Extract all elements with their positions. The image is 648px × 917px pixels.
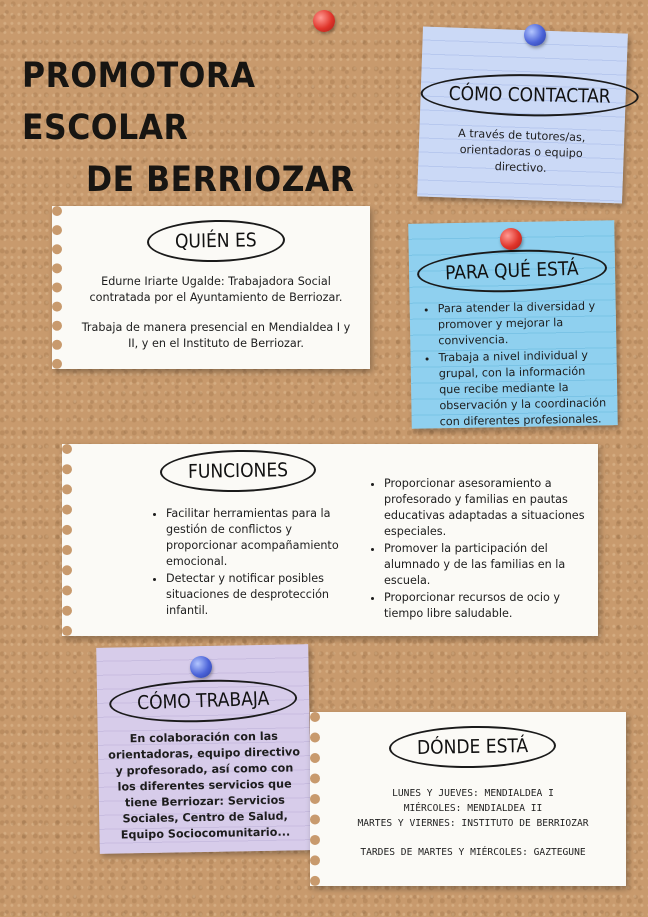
list-item: • Detectar y notificar posibles situaciones de desprotección infantil. xyxy=(166,571,366,619)
schedule-extra: TARDES DE MARTES Y MIÉRCOLES: GAZTEGUNE xyxy=(360,847,586,858)
title-line-1: PROMOTORA ESCOLAR xyxy=(22,56,256,148)
schedule-line: MIÉRCOLES: MENDIALDEA II xyxy=(403,803,543,814)
quien-es-text-1: Edurne Iriarte Ugalde: Trabajadora Social contratada por el Ayuntamiento de Berriozar. xyxy=(89,275,343,304)
quien-es-note xyxy=(52,206,370,369)
como-contactar-text: A través de tutores/as, orientadoras o equipo directivo. xyxy=(457,126,586,175)
funciones-list-right xyxy=(370,476,596,623)
para-que-note xyxy=(408,220,618,429)
funciones-list-left xyxy=(152,506,366,620)
list-item: • Proporcionar asesoramiento a profesorado y familias en pautas educativas adaptadas a situaciones especiales. xyxy=(384,476,596,540)
donde-esta-heading: DÓNDE ESTÁ xyxy=(389,725,557,770)
quien-es-heading: QUIÉN ES xyxy=(147,219,285,263)
para-que-list xyxy=(424,298,608,430)
list-item: • Promover la participación del alumnado y de las familias en la escuela. xyxy=(384,541,596,589)
donde-esta-note xyxy=(310,712,626,886)
list-item: • Proporcionar recursos de ocio y tiempo libre saludable. xyxy=(384,590,596,622)
para-que-heading: PARA QUÉ ESTÁ xyxy=(417,247,608,296)
schedule-line: LUNES Y JUEVES: MENDIALDEA I xyxy=(392,788,554,799)
funciones-heading: FUNCIONES xyxy=(160,449,317,494)
list-item: • Para atender la diversidad y promover y mejorar la convivencia. xyxy=(438,298,607,349)
pushpin-red-para-que xyxy=(500,228,522,250)
funciones-note xyxy=(62,444,598,636)
quien-es-text-2: Trabaja de manera presencial en Mendialdea I y II, y en el Instituto de Berriozar. xyxy=(81,321,351,350)
como-trabaja-text: En colaboración con las orientadoras, equipo directivo y profesorado, así como con los diferentes servicios que tiene Berriozar: Servicios Sociales, Centro de Salud, Equipo Sociocomunitario... xyxy=(108,729,301,842)
page-title xyxy=(22,50,402,206)
list-item: • Trabaja a nivel individual y grupal, con la información que recibe mediante la observación y la coordinación con diferentes profesionales. xyxy=(438,347,607,430)
pushpin-red-top xyxy=(313,10,335,32)
pushpin-blue-trabaja xyxy=(190,656,212,678)
schedule-line: MARTES Y VIERNES: INSTITUTO DE BERRIOZAR xyxy=(357,818,589,829)
pushpin-blue-contactar xyxy=(524,24,546,46)
title-line-2: DE BERRIOZAR xyxy=(86,160,355,200)
como-contactar-heading: CÓMO CONTACTAR xyxy=(420,72,639,118)
list-item: • Facilitar herramientas para la gestión de conflictos y proporcionar acompañamiento emocional. xyxy=(166,506,366,570)
como-trabaja-heading: CÓMO TRABAJA xyxy=(108,677,297,726)
donde-esta-schedule xyxy=(320,786,626,860)
como-contactar-note xyxy=(417,26,628,203)
